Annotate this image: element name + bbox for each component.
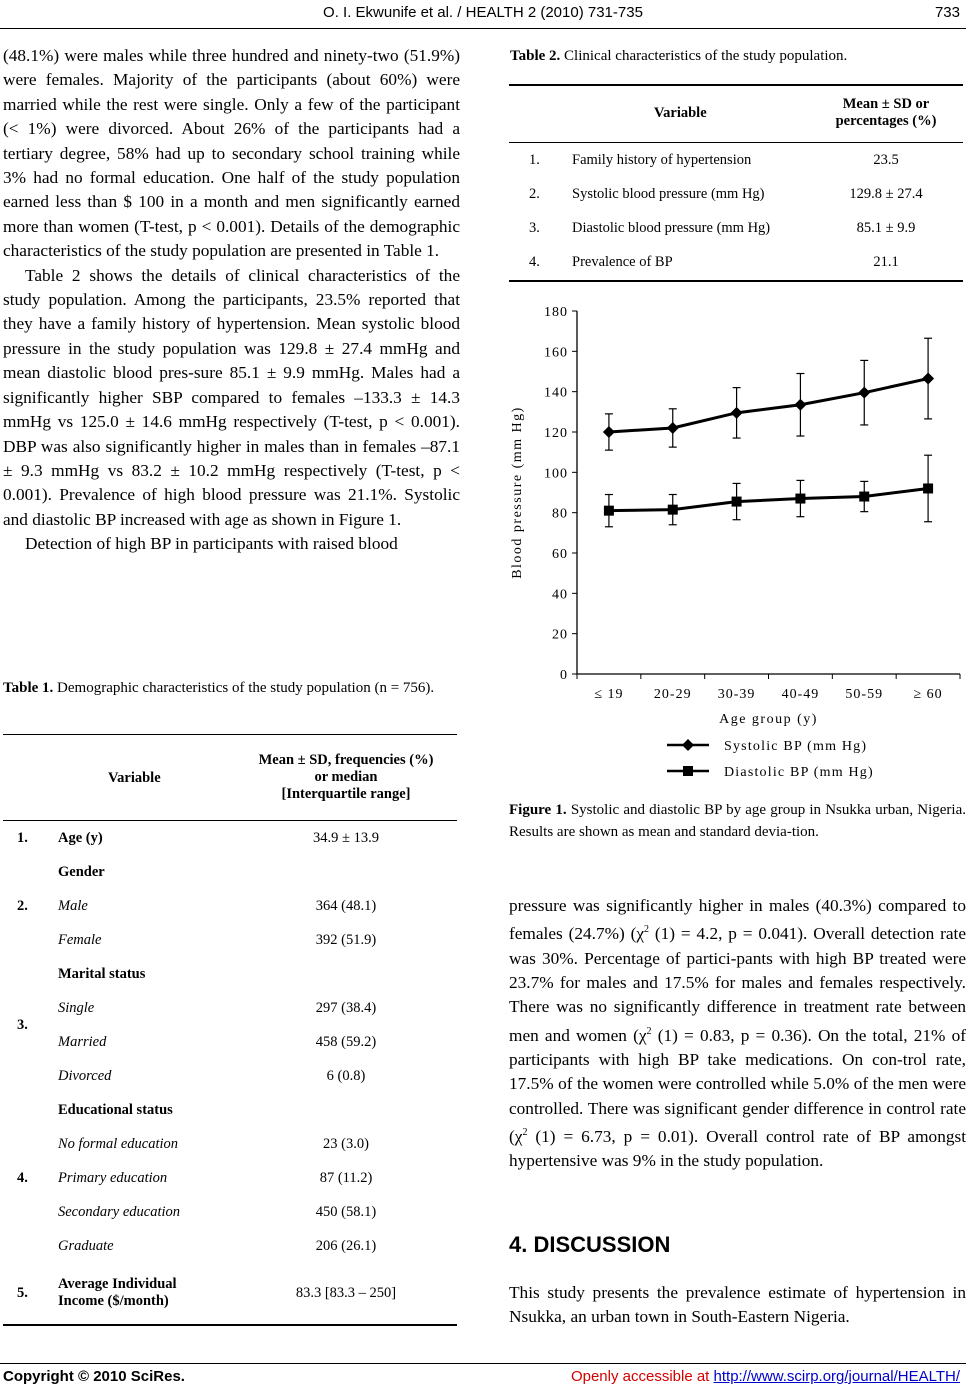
x-tick-label: 40-49	[781, 687, 820, 702]
table-rule	[509, 84, 963, 86]
series-line	[609, 488, 928, 510]
table-row-label: Diastolic blood pressure (mm Hg)	[572, 220, 771, 236]
table1-header-value	[231, 752, 461, 803]
table-rule	[509, 142, 963, 143]
y-tick-label: 100	[544, 466, 568, 482]
x-axis-label: Age group (y)	[719, 712, 818, 727]
table2-header-variable: Variable	[654, 105, 707, 121]
footer-access-text: Openly accessible at	[570, 1368, 714, 1385]
table-row-value: 129.8 ± 27.4	[849, 186, 923, 202]
figure1-caption	[509, 800, 966, 843]
left-column-text	[3, 44, 460, 557]
y-tick-label: 180	[544, 305, 568, 320]
figure1-chart	[505, 296, 966, 786]
table-row-value: 21.1	[873, 254, 899, 270]
x-tick-label: ≤ 19	[594, 687, 624, 702]
header-line: [Interquartile range]	[281, 786, 411, 802]
data-point	[795, 494, 805, 504]
y-tick-label: 80	[552, 506, 568, 522]
data-point	[604, 506, 614, 516]
series-line	[609, 379, 928, 432]
table-row-value: 87 (11.2)	[319, 1170, 373, 1186]
header-line: percentages (%)	[835, 113, 937, 129]
data-point	[923, 483, 933, 493]
journal-link[interactable]: http://www.scirp.org/journal/HEALTH/	[713, 1368, 960, 1385]
y-tick-label: 140	[544, 385, 568, 401]
table-row-num: 4.	[529, 254, 540, 270]
table-row-label: No formal education	[58, 1136, 179, 1152]
header-line: Mean ± SD or	[842, 96, 930, 112]
table-rule	[3, 734, 457, 735]
table2-header-value	[809, 96, 963, 130]
x-tick-label: 30-39	[717, 687, 756, 702]
paragraph: (48.1%) were males while three hundred and ninety-two (51.9%) were females. Majority of the participants (about 60%) were married while the rest were single. Only a few of the participant (< 1%) were divorced. About 26% of the participants had a tertiary degree, 58% had up to secondary school training while 3% had no formal education. One half of the study population earned less than $ 100 in a month and men significantly earned more than women (T-test, p < 0.001). Details of the demographic characteristics of the study population are presented in Table 1.	[3, 46, 460, 261]
table-row-num: 3.	[529, 220, 540, 236]
table-row-value: 83.3 [83.3 – 250]	[295, 1285, 397, 1301]
superscript: 2	[644, 924, 650, 936]
table-rule	[3, 1324, 457, 1326]
data-point	[731, 407, 743, 419]
legend-label: Systolic BP (mm Hg)	[724, 739, 868, 754]
table2-caption-text: Clinical characteristics of the study population.	[564, 48, 848, 64]
table1-caption-text: Demographic characteristics of the study population (n = 756).	[57, 680, 435, 696]
y-tick-label: 160	[544, 345, 568, 361]
table-row-label: Educational status	[58, 1102, 173, 1118]
table-row-label: Married	[58, 1034, 107, 1050]
data-point	[667, 422, 679, 434]
table-row-value: 34.9 ± 13.9	[313, 830, 379, 846]
table2-caption	[510, 48, 847, 65]
table-row-value: 364 (48.1)	[315, 898, 377, 914]
table-row-label: Primary education	[58, 1170, 168, 1186]
table-rule	[3, 820, 457, 821]
table-row-label: Secondary education	[58, 1204, 181, 1220]
table-row-value: 450 (58.1)	[315, 1204, 377, 1220]
footer-copyright: Copyright © 2010 SciRes.	[3, 1368, 185, 1385]
table-row-label	[58, 1276, 177, 1310]
paragraph: pressure was significantly higher in males (40.3%) compared to females (24.7%) ($\chi^2$ (1) = 4.2, p = 0.041). Overall detection rate was 30%. Percentage of partici-pants with high BP treated were 23.7% for males and 17.5% for males and females respectively. There was no significantly difference in treatment rate between men and women ($\chi^2$ (1) = 0.83, p = 0.36). On the total, 21% of participants with high BP take medications. On con-trol rate, 17.5% of the women were controlled while 5.0% of the men were controlled. There was significant gender difference in control rate ($\chi^2$ (1) = 6.73, p = 0.01). Overall control rate of BP amongst hypertensive was 9% in the study population.	[509, 896, 966, 1171]
label-line: Average Individual	[58, 1276, 177, 1292]
table-row-value: 23.5	[873, 152, 899, 168]
table-row-num: 2.	[529, 186, 540, 202]
table-row-value: 392 (51.9)	[315, 932, 377, 948]
paragraph: This study presents the prevalence estimate of hypertension in Nsukka, an urban town in South-Eastern Nigeria.	[509, 1283, 966, 1327]
label-line: Income ($/month)	[58, 1293, 169, 1309]
table-row-label: Prevalence of BP	[572, 254, 673, 270]
x-tick-label: 20-29	[653, 687, 692, 702]
y-tick-label: 20	[552, 627, 568, 643]
header-line: Mean ± SD, frequencies (%)	[258, 752, 434, 768]
data-point	[603, 426, 615, 438]
data-point	[732, 497, 742, 507]
table-rule	[509, 280, 963, 282]
table-row-label: Male	[58, 898, 88, 914]
table-row-label: Family history of hypertension	[572, 152, 752, 168]
header-rule	[0, 28, 966, 29]
table-row-label: Single	[58, 1000, 95, 1016]
legend-label: Diastolic BP (mm Hg)	[724, 765, 874, 780]
table-row-label: Graduate	[58, 1238, 114, 1254]
legend-marker	[682, 739, 694, 751]
x-tick-label: ≥ 60	[913, 687, 943, 702]
page-number: 733	[934, 4, 960, 21]
superscript: 2	[646, 1025, 652, 1037]
paragraph: Detection of high BP in participants with raised blood	[25, 534, 398, 554]
table-row-value: 458 (59.2)	[315, 1034, 377, 1050]
figure1-caption-text: Systolic and diastolic BP by age group in Nsukka urban, Nigeria. Results are shown as mean and standard devia-tion.	[509, 802, 966, 840]
figure1-caption-label: Figure 1.	[509, 802, 567, 818]
table-row-num: 2.	[17, 898, 28, 914]
data-point	[859, 492, 869, 502]
y-tick-label: 40	[552, 587, 568, 603]
right-column-text	[509, 894, 966, 1174]
table1-caption	[3, 678, 460, 699]
legend-marker	[683, 766, 693, 776]
table1-header-variable: Variable	[108, 770, 161, 786]
header-line: or median	[314, 769, 378, 785]
data-point	[668, 505, 678, 515]
data-point	[858, 387, 870, 399]
table-row-num: 5.	[17, 1285, 28, 1301]
y-axis-label: Blood pressure (mm Hg)	[510, 406, 525, 579]
table-row-value: 297 (38.4)	[315, 1000, 377, 1016]
table-row-value: 85.1 ± 9.9	[856, 220, 916, 236]
running-head: O. I. Ekwunife et al. / HEALTH 2 (2010) 731-735	[323, 4, 643, 21]
x-tick-label: 50-59	[845, 687, 884, 702]
table2-caption-label: Table 2.	[510, 48, 561, 64]
footer-rule	[0, 1363, 966, 1364]
y-tick-label: 60	[552, 547, 568, 562]
table1-caption-label: Table 1.	[3, 680, 54, 696]
y-tick-label: 0	[560, 668, 568, 683]
table-row-num: 4.	[17, 1170, 28, 1186]
table-row-num: 1.	[529, 152, 540, 168]
table-row-num: 1.	[17, 830, 28, 846]
table-row-num: 3.	[17, 1017, 28, 1033]
paragraph: Table 2 shows the details of clinical characteristics of the study population. Among the participants, 23.5% reported that they have a family history of hypertension. Mean systolic blood pressure in the study population was 129.8 ± 27.4 mmHg and mean diastolic blood pres-sure 85.1 ± 9.9 mmHg. Males had a significantly higher SBP compared to females –133.3 ± 14.3 mmHg vs 125.0 ± 14.6 mmHg respectively (T-test, p < 0.001). DBP was also significantly higher in males than in females –87.1 ± 9.3 mmHg vs 83.2 ± 10.2 mmHg respectively (T-test, p < 0.001). Prevalence of high blood pressure was 21.1%. Systolic and diastolic BP increased with age as shown in Figure 1.	[3, 265, 460, 529]
table-row-value: 23 (3.0)	[323, 1136, 369, 1152]
table-row-value: 6 (0.8)	[326, 1068, 366, 1084]
data-point	[922, 373, 934, 385]
table-row-label: Age (y)	[58, 830, 103, 846]
table-row-value: 206 (26.1)	[315, 1238, 377, 1254]
discussion-text	[509, 1281, 966, 1330]
data-point	[794, 399, 806, 411]
superscript: 2	[522, 1127, 528, 1139]
table-row-label: Gender	[58, 864, 105, 880]
section-heading: 4. DISCUSSION	[509, 1232, 671, 1257]
table-row-label: Systolic blood pressure (mm Hg)	[572, 186, 765, 202]
table-row-label: Female	[58, 932, 102, 948]
footer-access	[571, 1368, 960, 1385]
table-row-label: Marital status	[58, 966, 146, 982]
table-row-label: Divorced	[58, 1068, 112, 1084]
y-tick-label: 120	[544, 426, 568, 441]
